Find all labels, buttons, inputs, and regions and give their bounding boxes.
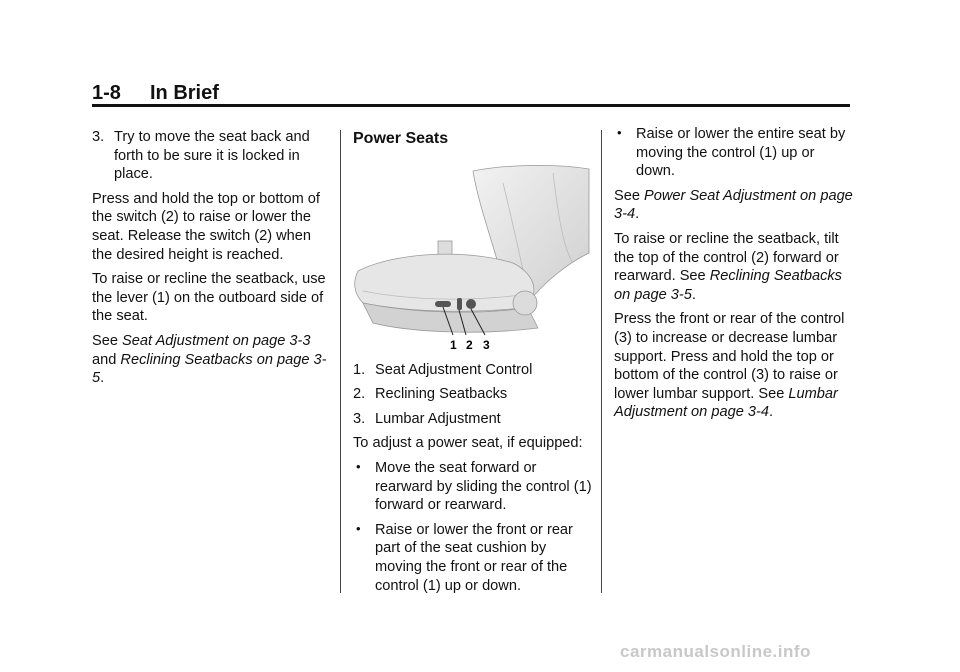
legend-item: 1. Seat Adjustment Control xyxy=(353,361,533,378)
page-header xyxy=(92,82,849,106)
link-reclining-seatbacks[interactable]: Reclining Seatbacks on page 3-5 xyxy=(92,351,327,387)
paragraph-recline: To raise or recline the seatback, use the lever (1) on the outboard side of the seat. xyxy=(92,271,326,325)
link-lumbar-adjustment[interactable]: Lumbar Adjustment on page 3-4 xyxy=(614,385,838,421)
paragraph-height: Press and hold the top or bottom of the switch (2) to raise or lower the seat. Release the switch (2) when the desired height is reached. xyxy=(92,190,320,263)
see-reference: See Seat Adjustment on page 3-3 and Reclining Seatbacks on page 3-5. xyxy=(92,332,327,387)
legend-item: 2. Reclining Seatbacks xyxy=(353,386,508,403)
column-2 xyxy=(353,130,593,601)
bullet-item: • Raise or lower the front or rear part of the seat cushion by moving the front or rear of the control (1) up or down. xyxy=(356,520,573,594)
step-3 xyxy=(92,128,332,184)
intro-text: To adjust a power seat, if equipped: xyxy=(353,435,583,452)
link-reclining-seatbacks[interactable]: Reclining Seatbacks on page 3-5 xyxy=(614,268,842,303)
page-number: 1-8 xyxy=(92,82,121,104)
bullet-icon: • xyxy=(356,520,361,536)
link-power-seat-adjustment[interactable]: Power Seat Adjustment on page 3-4 xyxy=(614,187,853,223)
bullet-icon: • xyxy=(617,125,622,140)
figure-label-2: 2 xyxy=(466,337,473,352)
figure-label-1: 1 xyxy=(450,337,457,352)
watermark: carmanualsonline.info xyxy=(620,642,811,661)
paragraph-lumbar: Press the front or rear of the control (3) to increase or decrease lumbar support. Press and hold the top or bottom of the control (3) to raise or lower lumbar support. See Lumbar Adjustment on page 3-4. xyxy=(614,311,845,421)
column-divider-right xyxy=(601,130,602,593)
bullet-item: • Raise or lower the entire seat by moving the control (1) up or down. xyxy=(617,125,846,180)
power-seat-illustration xyxy=(353,163,591,353)
step-text: Try to move the seat back and forth to be sure it is locked in place. xyxy=(114,129,310,183)
paragraph-recline: To raise or recline the seatback, tilt the top of the control (2) forward or rearward. See Reclining Seatbacks on page 3-5. xyxy=(614,230,842,303)
section-title: In Brief xyxy=(150,82,219,104)
link-seat-adjustment[interactable]: Seat Adjustment on page 3-3 xyxy=(122,332,311,349)
step-number: 3. xyxy=(92,129,105,145)
see-reference: See Power Seat Adjustment on page 3-4. xyxy=(614,187,853,223)
bullet-item: • Move the seat forward or rearward by sliding the control (1) forward or rearward. xyxy=(356,458,592,514)
column-1 xyxy=(92,128,332,394)
bullet-icon: • xyxy=(356,458,361,474)
header-rule xyxy=(92,104,850,107)
legend-item: 3. Lumbar Adjustment xyxy=(353,410,501,427)
figure-label-3: 3 xyxy=(483,337,490,352)
section-heading: Power Seats xyxy=(353,130,449,147)
column-3 xyxy=(614,125,854,428)
column-divider-left xyxy=(340,130,341,593)
